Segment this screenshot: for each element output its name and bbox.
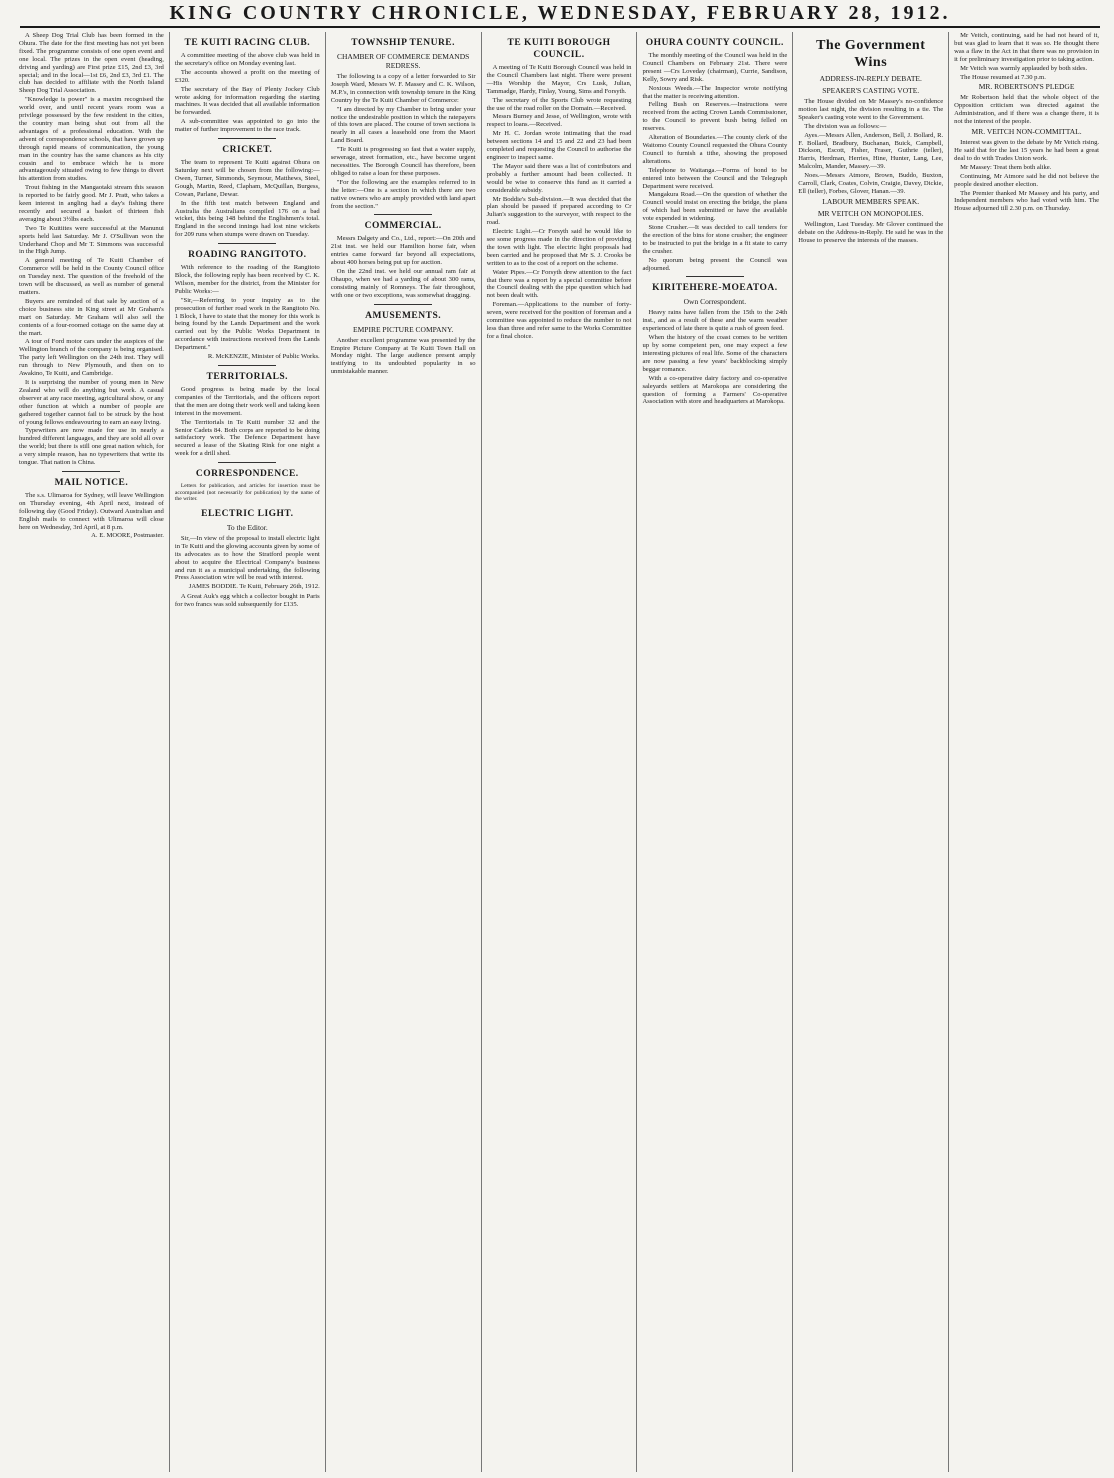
article-paragraph: Wellington, Last Tuesday. Mr Glover continued the debate on the Address-in-Reply. He said he was in the House to preserve the interests of the masses.: [798, 220, 944, 244]
article-paragraph: Foreman.—Applications to the number of forty-seven, were received for the position of foreman and a committee was appointed to reduce the number to not less than three and refer same to the Works Committee for a final choice.: [486, 301, 632, 340]
article-paragraph: Two Te Kuitiites were successful at the Manunui sports held last Saturday. Mr J. O'Sullivan won the Underhand Chop and Mr T. Simmons was successful in the High Jump.: [19, 224, 164, 256]
heading-commercial: COMMERCIAL.: [364, 221, 442, 232]
heading-ohura-council: OHURA COUNTY COUNCIL.: [645, 38, 784, 48]
article-paragraph: "I am directed by my Chamber to bring under your notice the undesirable position in which the ratepayers of this town are placed. The course of town sections is nearly in all cases a leasehold one from the Maori Land Board.: [330, 105, 476, 145]
article-paragraph: It is surprising the number of young men in New Zealand who will do anything but work. A casual observer at any race meeting, agricultural show, or any other function at which a number of people are gathered together cannot fail to be struck by the host of young fellows endeavouring to earn an easy living.: [19, 378, 164, 426]
article-paragraph: A committee meeting of the above club was held in the secretary's office on Monday evening last.: [174, 52, 320, 67]
article-paragraph: With reference to the roading of the Rangitoto Block, the following reply has been received by C. K. Wilson, member for the district, from the Minister for Public Works:—: [174, 264, 320, 295]
article-paragraph: In the fifth test match between England and Australia the Australians compiled 176 on a bad wicket, this being 148 behind the Englishmen's total. England in the second innings had lost nine wickets for 209 runs when stumps were drawn on Tuesday.: [174, 199, 320, 239]
heading-cricket: CRICKET.: [222, 145, 273, 156]
divider: [218, 243, 276, 244]
divider: [686, 276, 744, 277]
signature: JAMES BODDIE. Te Kuiti, February 26th, 1912.: [188, 583, 320, 591]
subheading: Own Correspondent.: [683, 297, 747, 307]
article-paragraph: Mr Veitch was warmly applauded by both sides.: [960, 64, 1088, 72]
masthead-title: KING COUNTRY CHRONICLE, WEDNESDAY, FEBRUARY 28, 1912.: [169, 2, 951, 24]
column-1: [14, 32, 170, 1472]
article-paragraph: "Knowledge is power" is a maxim recognised the world over, and until recent years room was a privilege possessed by the few resident in the cities, the country man being shut out from all the advantages of a professional education. With the advent of correspondence schools, that have grown up through rapid means of communication, the young man in the country has the same chances as his city cousin and to embrace which he is more advantageously situated owing to few things to divert his attention from studies.: [19, 96, 164, 183]
article-paragraph: The secretary of the Sports Club wrote requesting the use of the road roller on the Domain.—Received.: [486, 96, 632, 112]
article-paragraph: Typewriters are now made for use in nearly a hundred different languages, and they are sold all over the world; but there is still one great nation which, for a very simple reason, has no typewriters that write its tongue. That nation is China.: [19, 427, 164, 467]
divider: [62, 471, 120, 472]
article-paragraph: Mangakura Road.—On the question of whether the Council would insist on erecting the bridge, the plans of which had been submitted or have the available vote expended in widening.: [642, 191, 788, 223]
article-paragraph: The monthly meeting of the Council was held in the Council Chambers on February 21st. There were present —Crs Loveday (chairman), Currie, Sandison, Kelly, Sowry and Risk.: [642, 52, 788, 83]
article-paragraph: Felling Bush on Reserves.—Instructions were received from the acting Crown Lands Commissioner, to the Council to prevent bush being felled on reserves.: [642, 101, 788, 133]
column-7: [949, 32, 1104, 1472]
article-paragraph: Trout fishing in the Mangaotaki stream this season is reported to be fairly good. Mr J. Pratt, who takes a keen interest in angling had a day's fishing there recently and secured a basket of thirteen fish averaging about 3½lbs each.: [19, 184, 164, 223]
article-paragraph: The Premier thanked Mr Massey and his party, and Independent members who had voted with him. The House adjourned till 2.30 p.m. on Thursday.: [954, 189, 1100, 213]
article-paragraph: Buyers are reminded of that sale by auction of a choice business site in King street at Mr Graham's mart on Saturday. Mr Graham will also sell the contents of a four-roomed cottage on the same day at the mart.: [19, 297, 164, 337]
article-paragraph: Alteration of Boundaries.—The county clerk of the Waitomo County Council requested the Ohura County Council to furnish a tithe, showing the proposed alterations.: [642, 134, 788, 165]
article-paragraph: "Te Kuiti is progressing so fast that a water supply, sewerage, street formation, etc., have become urgent necessities. The Borough Council has therefore, been obliged to raise a loan for these purposes.: [330, 146, 476, 177]
heading-mail-notice: MAIL NOTICE.: [54, 477, 129, 488]
masthead: [20, 0, 1100, 28]
heading-roading: ROADING RANGITOTO.: [188, 250, 307, 261]
article-paragraph: Noxious Weeds.—The Inspector wrote notifying that the matter is receiving attention.: [642, 84, 788, 100]
article-paragraph: Stone Crusher.—It was decided to call tenders for the erection of the bins for stone crusher; the engineer to be instructed to put the bridge in a fit state to carry the crusher.: [642, 224, 788, 255]
article-paragraph: Heavy rains have fallen from the 15th to the 24th inst., and as a result of these and the warm weather experienced of late there is quite a rush of green feed.: [642, 309, 788, 333]
subheading: ADDRESS-IN-REPLY DEBATE.: [819, 74, 922, 83]
article-paragraph: A tour of Ford motor cars under the auspices of the Wellington branch of the company is being organised. The party left Wellington on the 24th inst. They will run through to New Plymouth, and then on to Awakino, Te Kuiti, and Cambridge.: [19, 338, 164, 378]
heading-government-wins: The Government Wins: [816, 38, 926, 70]
article-paragraph: The House divided on Mr Massey's no-confidence motion last night, the division resulting in a tie. The Speaker's casting vote went to the Government.: [798, 98, 944, 121]
article-paragraph: On the 22nd inst. we held our annual ram fair at Ohaupo, when we had a yarding of about 300 rams, consisting mainly of Romneys. The fair throughout, with one or two exceptions, was somewhat dragging.: [330, 268, 476, 299]
article-paragraph: A Great Auk's egg which a collector bought in Paris for two francs was sold subsequently for £135.: [174, 593, 320, 609]
article-paragraph: "For the following are the examples referred to in the letter:—One is a section in which there are two native owners who are amply provided with land apart from the section.": [330, 178, 476, 210]
article-paragraph: Interest was given to the debate by Mr Veitch rising. He said that for the last 15 years he had been a great deal to do with Trades Union work.: [954, 139, 1100, 162]
article-paragraph: The team to represent Te Kuiti against Ohura on Saturday next will be chosen from the following:—Owen, Turner, Simmonds, Seymour, Matthews, Steel, Gough, Martin, Reed, Clapham, McQuillan, Burgess, Cowan, Parlane, Dewar.: [174, 159, 320, 198]
article-paragraph: Mr Veitch, continuing, said he had not heard of it, but was glad to learn that it was so. He thought there was a flaw in the Act in that there was no provision in it for preliminary investigation prior to taking action.: [954, 32, 1100, 63]
article-paragraph: Ayes.—Messrs Allen, Anderson, Bell, J. Bollard, R. F. Bollard, Bradbury, Buchanan, Buick, Campbell, Dickson, Escott, Fisher, Fraser, Guthrie (teller), Harris, Herdman, Herries, Hine, Hunter, Lang, Lee, Malcolm, Mander, Massey.—39.: [798, 131, 944, 171]
article-paragraph: A general meeting of Te Kuiti Chamber of Commerce will be held in the County Council office on Tuesday next. The question of the freehold of the town will be discussed, as well as number of general matters.: [19, 257, 164, 296]
article-paragraph: No quorum being present the Council was adjourned.: [642, 256, 788, 272]
article-paragraph: A sub-committee was appointed to go into the matter of further improvement to the race track.: [174, 118, 320, 134]
heading-correspondence: CORRESPONDENCE.: [195, 469, 299, 480]
salutation: To the Editor.: [226, 522, 268, 532]
column-2: [170, 32, 326, 1472]
subheading: LABOUR MEMBERS SPEAK.: [822, 196, 920, 206]
article-paragraph: Messrs Burney and Jesse, of Wellington, wrote with respect to loans.—Received.: [486, 113, 632, 129]
heading-territorials: TERRITORIALS.: [206, 372, 289, 382]
column-5: [637, 32, 793, 1472]
heading-racing-club: TE KUITI RACING CLUB.: [184, 38, 311, 48]
subheading: EMPIRE PICTURE COMPANY.: [353, 324, 454, 334]
article-paragraph: Another excellent programme was presented by the Empire Picture Company at Te Kuiti Town Hall on Monday night. The large audience present amply testifying to its undoubted popularity in so unmistakable manner.: [330, 336, 476, 376]
article-paragraph: When the history of the coast comes to be written up by some competent pen, one may expect a few interesting pictures of real life. Some of the characters are now passing a few years' backblocking simply beggar romance.: [642, 334, 788, 373]
article-paragraph: The division was as follows:—: [804, 122, 887, 130]
column-3: [326, 32, 482, 1472]
article-paragraph: The House resumed at 7.30 p.m.: [960, 73, 1046, 81]
columns: [14, 32, 1104, 1472]
subheading: MR. VEITCH NON-COMMITTAL.: [971, 127, 1082, 137]
column-4: [482, 32, 638, 1472]
signature: A. E. MOORE, Postmaster.: [91, 532, 164, 540]
article-paragraph: Mr Massey: Treat them both alike.: [960, 163, 1052, 171]
subheading: SPEAKER'S CASTING VOTE.: [822, 86, 920, 95]
article-paragraph: A Sheep Dog Trial Club has been formed in the Ohura. The date for the first meeting has not yet been fixed. The programme consists of one open event and one local. The prizes in the open event (heading, driving and yarding) are First prize £15, 2nd £3, 3rd special; and in the local—1st £6, 2nd £3, 3rd £1. The club has decided to affiliate with the North Island Sheep Dog Trial Association.: [19, 32, 164, 95]
article-paragraph: The s.s. Ulimaroa for Sydney, will leave Wellington on Thursday evening, 4th April next, instead of following day (Good Friday). Outward Australian and English mails to connect with Ulimaroa will close here on Wednesday, 3rd April, at 8 p.m.: [19, 491, 164, 531]
article-paragraph: Water Pipes.—Cr Forsyth drew attention to the fact that there was a report by a special committee before the Council dealing with the pipe question which had not been dealt with.: [486, 268, 632, 300]
article-paragraph: The following is a copy of a letter forwarded to Sir Joseph Ward, Messrs W. F. Massey and C. K. Wilson, M.P.'s, in connection with township tenure in the King Country by the Te Kuiti Chamber of Commerce:: [330, 73, 476, 104]
article-paragraph: Sir,—In view of the proposal to install electric light in Te Kuiti and the glowing accounts given by some of its advocates as to how the Stratford people went about to acquire the Electrical Company's business and run it as a municipal undertaking, the following Press Association wire will be read with interest.: [174, 534, 320, 582]
article-paragraph: Mr H. C. Jordan wrote intimating that the road between sections 14 and 15 and 22 and 23 had been completed and requesting the Council to authorise the engineer to inspect same.: [486, 130, 632, 161]
divider: [218, 138, 276, 139]
heading-electric-light: ELECTRIC LIGHT.: [201, 508, 294, 519]
article-paragraph: Messrs Dalgety and Co., Ltd., report:—On 20th and 21st inst. we held our Hamilton horse fair, when entries came forward far beyond all expectations, about 400 horses being put up for auction.: [330, 235, 476, 267]
article-paragraph: "Sir,—Referring to your inquiry as to the prosecution of further road work in the Rangitoto No. 1 Block, I have to state that the money for this work is being found by the Lands Department and the work carried out by the Public Works Department in accordance with instructions received from the Lands Department.": [174, 296, 320, 352]
article-paragraph: Noes.—Messrs Atmore, Brown, Buddo, Buxton, Carroll, Clark, Coates, Colvin, Craigie, Davey, Dickie, Ell (teller), Forbes, Glover, Hanan.—39.: [798, 172, 944, 195]
column-6: [793, 32, 949, 1472]
article-paragraph: A meeting of Te Kuiti Borough Council was held in the Council Chambers last night. There were present —His Worship the Mayor, Crs Lusk, Julian, Tammadge, Hardy, Finlay, Young, Sims and Forsyth.: [486, 64, 632, 95]
article-paragraph: Mr Boddie's Sub-division.—It was decided that the plan should be passed if prepared according to Cr Julian's suggestion to the surveyor, with respect to the road.: [486, 195, 632, 227]
subheading: CHAMBER OF COMMERCE DEMANDS REDRESS.: [336, 52, 470, 70]
article-paragraph: The Mayor said there was a list of contributors and probably a further amount had been collected. It would be wise to conserve this fund as it carried a considerable subsidy.: [486, 162, 632, 194]
signature: R. McKENZIE, Minister of Public Works.: [207, 353, 320, 361]
article-paragraph: The Territorials in Te Kuiti number 32 and the Senior Cadets 84. Both corps are reported to be doing satisfactory work. The Defence Department have secured a lease of the Skating Rink for one night a week for a drill shed.: [174, 418, 320, 458]
article-paragraph: The accounts showed a profit on the meeting of £320.: [174, 68, 320, 84]
divider: [374, 214, 432, 215]
divider: [374, 304, 432, 305]
divider: [218, 462, 276, 463]
article-paragraph: Good progress is being made by the local companies of the Territorials, and the officers report that the men are doing their work well and taking keen interest in the movement.: [174, 386, 320, 417]
article-paragraph: Continuing, Mr Atmore said he did not believe the people desired another election.: [954, 172, 1100, 188]
heading-township-tenure: TOWNSHIP TENURE.: [351, 38, 456, 48]
article-paragraph: Telephone to Waitanga.—Forms of bond to be entered into between the Council and the Telegraph Department were received.: [642, 166, 788, 190]
heading-kiritehere: KIRITEHERE-MOEATOA.: [652, 283, 778, 294]
article-paragraph: Mr Robertson held that the whole object of the Opposition criticism was directed against the Administration, and if there was a change there, it is not the interest of the people.: [954, 94, 1100, 126]
article-paragraph: Electric Light.—Cr Forsyth said he would like to see some progress made in the direction of providing the town with light. The electric light proposals had been carried and he proposed that Mr S. J. Crooks be written to as to the cost of a report on the scheme.: [486, 228, 632, 267]
divider: [218, 365, 276, 366]
subheading: MR VEITCH ON MONOPOLIES.: [817, 208, 924, 218]
subheading: MR. ROBERTSON'S PLEDGE: [978, 82, 1075, 92]
heading-borough-council: TE KUITI BOROUGH COUNCIL.: [507, 38, 611, 60]
article-paragraph: The secretary of the Bay of Plenty Jockey Club wrote asking for information regarding the starting machines. It was decided that all available information be forwarded.: [174, 85, 320, 117]
article-paragraph: With a co-operative dairy factory and co-operative saleyards settlers at Marokopa are considering the question of forming a Farmers' Co-operative Association with store and headquarters at Marokopa.: [642, 374, 788, 406]
heading-amusements: AMUSEMENTS.: [365, 310, 442, 321]
correspondence-note: Letters for publication, and articles for insertion must be accompanied (not necessarily for publication) by the name of the writer.: [174, 483, 320, 503]
